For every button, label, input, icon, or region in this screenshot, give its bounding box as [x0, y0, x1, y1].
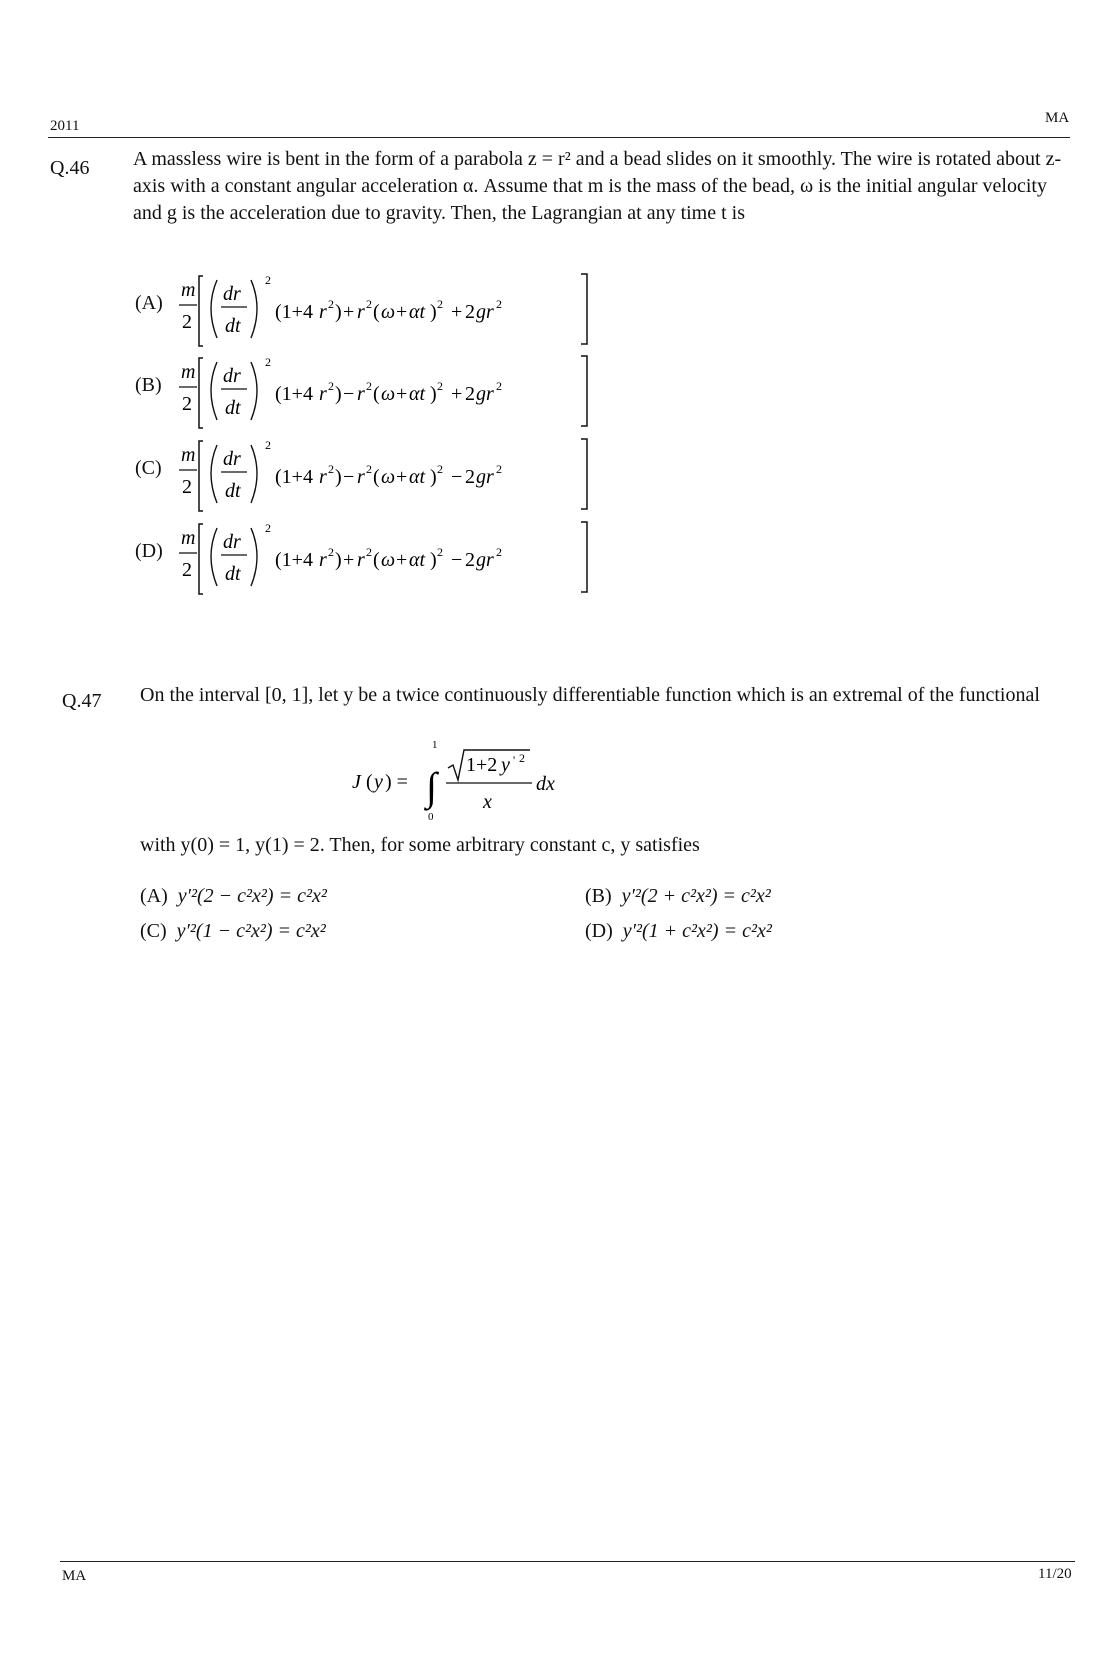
svg-text:2: 2 — [465, 301, 475, 323]
svg-text:0: 0 — [428, 811, 434, 823]
q47-option-b-expr: y′²(2 + c²x²) = c²x² — [621, 885, 771, 907]
svg-text:dx: dx — [536, 773, 555, 795]
svg-text:2: 2 — [437, 462, 443, 476]
svg-text:y: y — [374, 771, 383, 793]
svg-text:2: 2 — [328, 379, 334, 393]
svg-text:2: 2 — [496, 379, 502, 393]
sign-1: + — [343, 301, 355, 323]
svg-text:): ) — [430, 301, 437, 323]
svg-text:αt: αt — [409, 549, 426, 571]
svg-text:dt: dt — [225, 397, 241, 419]
svg-text:αt: αt — [409, 466, 426, 488]
svg-text:r: r — [357, 301, 365, 323]
svg-text:(1+4: (1+4 — [275, 383, 313, 405]
functional-svg — [350, 738, 590, 828]
svg-text:αt: αt — [409, 383, 426, 405]
footer-rule — [60, 1561, 1075, 1562]
q47-option-d-expr: y′²(1 + c²x²) = c²x² — [622, 920, 772, 942]
svg-text:(: ( — [373, 301, 380, 323]
svg-text:gr: gr — [476, 383, 494, 405]
svg-text:2: 2 — [366, 297, 372, 311]
svg-text:dt: dt — [225, 480, 241, 502]
svg-text:(: ( — [366, 771, 373, 793]
q47-condition — [140, 832, 1070, 859]
q47-option-d — [585, 920, 772, 943]
q47-option-d-label: (D) — [585, 920, 613, 942]
svg-text:(: ( — [373, 466, 380, 488]
svg-text:): ) — [430, 383, 437, 405]
svg-text:(1+4: (1+4 — [275, 301, 313, 323]
q47-option-c — [140, 920, 326, 943]
svg-text:m: m — [181, 444, 196, 466]
svg-text:m: m — [181, 361, 196, 383]
svg-text:2: 2 — [182, 311, 192, 333]
question-text-46 — [133, 146, 1063, 227]
svg-text:): ) — [335, 549, 342, 571]
question-number-46: Q.46 — [50, 157, 90, 179]
svg-text:dr: dr — [223, 448, 241, 470]
svg-text:ω: ω — [381, 383, 396, 405]
q46-text: A massless wire is bent in the form of a parabola z = r² and a bead slides on it smoothly. The wire is rotated about z-axis with a constant angular acceleration α. Assume that m is the mass of the bead, ω is the initial angular velocity and g is the acceleration due to gravity. Then, the Lagrangian at any time t is — [133, 148, 1062, 224]
q47-text: On the interval [0, 1], let y be a twice continuously differentiable function which is an extremal of the functional — [140, 684, 1040, 706]
header-year: 2011 — [50, 118, 80, 134]
svg-text:): ) — [335, 383, 342, 405]
sign-1: + — [343, 549, 355, 571]
q46-option-c — [135, 435, 615, 515]
svg-text:dr: dr — [223, 531, 241, 553]
svg-text:r: r — [319, 549, 327, 571]
svg-text:2: 2 — [437, 545, 443, 559]
svg-text:1+2: 1+2 — [466, 754, 498, 776]
q47-option-c-label: (C) — [140, 920, 167, 942]
q47-condition-text: with y(0) = 1, y(1) = 2. Then, for some arbitrary constant c, y satisfies — [140, 834, 700, 856]
svg-text:2: 2 — [182, 393, 192, 415]
svg-text:m: m — [181, 279, 196, 301]
svg-text:+: + — [396, 466, 408, 488]
svg-text:2: 2 — [265, 273, 271, 287]
svg-text:2: 2 — [182, 559, 192, 581]
q47-option-a-expr: y′²(2 − c²x²) = c²x² — [177, 885, 327, 907]
svg-text:2: 2 — [437, 379, 443, 393]
svg-text:dt: dt — [225, 563, 241, 585]
svg-text:2: 2 — [265, 438, 271, 452]
svg-text:(: ( — [373, 549, 380, 571]
svg-text:r: r — [319, 383, 327, 405]
question-number-47: Q.47 — [62, 690, 102, 712]
svg-text:∫: ∫ — [426, 764, 437, 809]
svg-text:2: 2 — [328, 545, 334, 559]
q47-option-a-label: (A) — [140, 885, 168, 907]
svg-text:2: 2 — [465, 383, 475, 405]
svg-text:dr: dr — [223, 283, 241, 305]
svg-text:gr: gr — [476, 466, 494, 488]
q46-option-label: (A) — [135, 292, 163, 314]
sign-1: − — [343, 466, 355, 488]
svg-text:dt: dt — [225, 315, 241, 337]
svg-text:(: ( — [373, 383, 380, 405]
svg-text:2: 2 — [366, 545, 372, 559]
q46-option-b — [135, 352, 615, 432]
svg-text:2: 2 — [265, 355, 271, 369]
svg-text:2: 2 — [496, 545, 502, 559]
svg-text:': ' — [513, 753, 516, 767]
svg-text:αt: αt — [409, 301, 426, 323]
svg-text:r: r — [319, 466, 327, 488]
q47-option-b-label: (B) — [585, 885, 612, 907]
svg-text:(1+4: (1+4 — [275, 466, 313, 488]
svg-text:r: r — [357, 466, 365, 488]
svg-text:2: 2 — [182, 476, 192, 498]
q47-option-c-expr: y′²(1 − c²x²) = c²x² — [176, 920, 326, 942]
svg-text:r: r — [357, 383, 365, 405]
footer-code: MA — [62, 1568, 87, 1584]
svg-text:r: r — [357, 549, 365, 571]
svg-text:(1+4: (1+4 — [275, 549, 313, 571]
svg-text:2: 2 — [465, 549, 475, 571]
svg-text:gr: gr — [476, 301, 494, 323]
svg-text:ω: ω — [381, 301, 396, 323]
sign-1: − — [343, 383, 355, 405]
svg-text:+: + — [396, 301, 408, 323]
svg-text:2: 2 — [496, 297, 502, 311]
q46-option-label: (D) — [135, 540, 163, 562]
svg-text:m: m — [181, 527, 196, 549]
svg-text:2: 2 — [328, 462, 334, 476]
q47-option-a — [140, 885, 327, 908]
svg-text:) =: ) = — [385, 771, 408, 793]
svg-text:2: 2 — [465, 466, 475, 488]
sign-2: − — [451, 549, 463, 571]
q46-option-formula — [177, 435, 617, 515]
svg-text:2: 2 — [265, 521, 271, 535]
q46-option-formula — [177, 352, 617, 432]
svg-text:ω: ω — [381, 466, 396, 488]
svg-text:2: 2 — [366, 379, 372, 393]
svg-text:): ) — [430, 549, 437, 571]
svg-text:dr: dr — [223, 365, 241, 387]
svg-text:J: J — [352, 771, 361, 793]
footer-page: 11/20 — [1038, 1566, 1072, 1582]
svg-text:+: + — [396, 549, 408, 571]
functional-formula — [350, 738, 590, 828]
q46-option-formula — [177, 518, 617, 598]
svg-text:2: 2 — [328, 297, 334, 311]
q46-option-label: (C) — [135, 457, 162, 479]
svg-text:2: 2 — [496, 462, 502, 476]
sign-2: − — [451, 466, 463, 488]
svg-text:ω: ω — [381, 549, 396, 571]
q46-option-a — [135, 270, 615, 350]
q46-option-formula — [177, 270, 617, 350]
svg-text:): ) — [335, 466, 342, 488]
svg-text:): ) — [430, 466, 437, 488]
svg-text:): ) — [335, 301, 342, 323]
sign-2: + — [451, 301, 463, 323]
header-code: MA — [1045, 110, 1070, 126]
svg-text:2: 2 — [437, 297, 443, 311]
q46-option-d — [135, 518, 615, 598]
svg-text:+: + — [396, 383, 408, 405]
svg-text:x: x — [483, 791, 492, 813]
header-rule — [48, 137, 1070, 138]
svg-text:gr: gr — [476, 549, 494, 571]
q46-option-label: (B) — [135, 374, 162, 396]
svg-text:1: 1 — [432, 739, 438, 751]
sign-2: + — [451, 383, 463, 405]
svg-text:r: r — [319, 301, 327, 323]
svg-text:2: 2 — [366, 462, 372, 476]
question-text-47 — [140, 682, 1060, 709]
q47-option-b — [585, 885, 771, 908]
svg-text:2: 2 — [519, 751, 525, 765]
svg-text:y: y — [501, 754, 510, 776]
